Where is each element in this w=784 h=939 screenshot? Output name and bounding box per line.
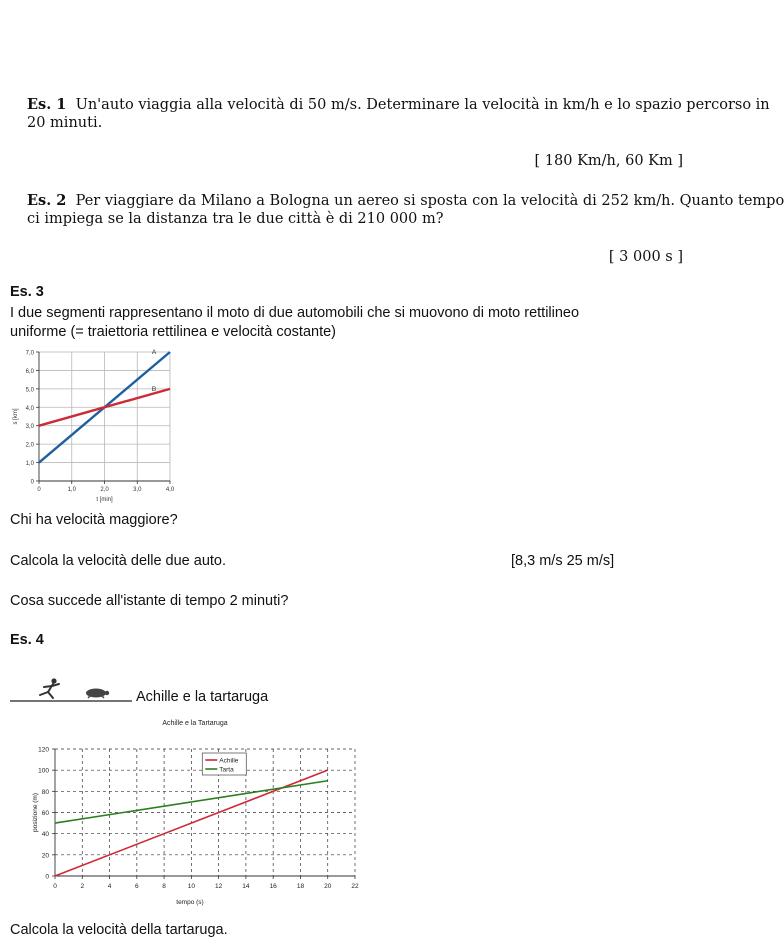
motion-chart (0, 340, 200, 502)
x-tick-label: 1,0 (67, 487, 76, 493)
runner-icon (40, 678, 59, 698)
x-tick-label: 22 (351, 883, 359, 890)
es3-question-2: Calcola la velocità delle due auto. (10, 553, 227, 569)
es2-answer: [ 3 000 s ] (608, 249, 683, 265)
x-tick-label: 0 (37, 487, 41, 493)
y-tick-label: 0 (45, 873, 49, 881)
chart-title: Achille e la Tartaruga (162, 720, 228, 727)
es3-answer: [8,3 m/s 25 m/s] (511, 553, 615, 569)
y-tick-label: 3,0 (25, 424, 34, 431)
x-tick-label: 4 (107, 883, 112, 890)
achilles-tortoise-illustration (8, 676, 133, 706)
x-axis-label: tempo (s) (176, 899, 204, 906)
y-tick-label: 100 (38, 767, 49, 775)
es4-label: Es. 4 (10, 632, 44, 648)
es1-answer: [ 180 Km/h, 60 Km ] (534, 153, 683, 169)
y-axis-label: s [km] (13, 408, 19, 425)
es3-text-1: I due segmenti rappresentano il moto di due automobili che si muovono di moto rettilineo (10, 305, 580, 321)
y-tick-label: 60 (41, 810, 49, 817)
x-tick-label: 4,0 (165, 487, 175, 493)
x-tick-label: 16 (269, 883, 277, 890)
x-tick-label: 18 (296, 883, 305, 890)
es1-text-1: Un'auto viaggia alla velocità di 50 m/s. Determinare la velocità in km/h e lo spazio percorso in (75, 97, 770, 113)
x-tick-label: 20 (324, 883, 332, 890)
es2-text-2: ci impiega se la distanza tra le due città è di 210 000 m? (27, 211, 444, 227)
y-tick-label: 80 (41, 788, 49, 796)
y-tick-label: 6,0 (25, 368, 34, 375)
es1-text-2: 20 minuti. (27, 115, 103, 131)
es4-banner-title: Achille e la tartaruga (136, 689, 269, 705)
x-tick-label: 12 (215, 883, 223, 890)
y-axis-label: posizione (m) (32, 792, 39, 833)
x-tick-label: 10 (187, 883, 195, 890)
y-tick-label: 7,0 (25, 350, 34, 357)
x-tick-label: 2 (80, 883, 85, 890)
y-tick-label: 1,0 (25, 461, 34, 468)
x-tick-label: 2,0 (100, 487, 109, 493)
y-tick-label: 5,0 (25, 387, 34, 394)
x-axis-label: t [min] (96, 497, 113, 503)
es1-line1 (27, 96, 770, 113)
es4-question: Calcola la velocità della tartaruga. (10, 922, 228, 938)
es3-label: Es. 3 (10, 284, 44, 300)
es3-question-3: Cosa succede all'istante di tempo 2 minuti? (10, 593, 289, 609)
y-tick-label: 0 (30, 479, 34, 486)
achilles-chart (0, 712, 380, 912)
series-label-a: A (151, 349, 157, 356)
x-tick-label: 3,0 (133, 487, 142, 493)
x-tick-label: 14 (242, 883, 250, 890)
y-tick-label: 2,0 (25, 442, 34, 449)
es2-label: Es. 2 (27, 192, 67, 209)
legend-label-tarta: Tarta (219, 766, 234, 774)
y-tick-label: 20 (41, 852, 49, 860)
x-tick-label: 6 (135, 883, 139, 890)
y-tick-label: 40 (41, 831, 49, 839)
y-tick-label: 120 (38, 746, 49, 754)
tortoise-icon (86, 689, 109, 699)
es2-text-1: Per viaggiare da Milano a Bologna un aereo si sposta con la velocità di 252 km/h. Quanto tempo (75, 193, 784, 209)
es1-label: Es. 1 (27, 96, 67, 113)
legend-label-achille: Achille (219, 757, 239, 765)
series-label-b: B (151, 385, 157, 393)
es2-line1 (27, 192, 784, 209)
es3-question-1: Chi ha velocità maggiore? (10, 512, 178, 528)
x-tick-label: 0 (53, 883, 57, 890)
es3-text-2: uniforme (= traiettoria rettilinea e velocità costante) (10, 324, 337, 340)
y-tick-label: 4,0 (25, 405, 34, 412)
x-tick-label: 8 (162, 883, 166, 890)
